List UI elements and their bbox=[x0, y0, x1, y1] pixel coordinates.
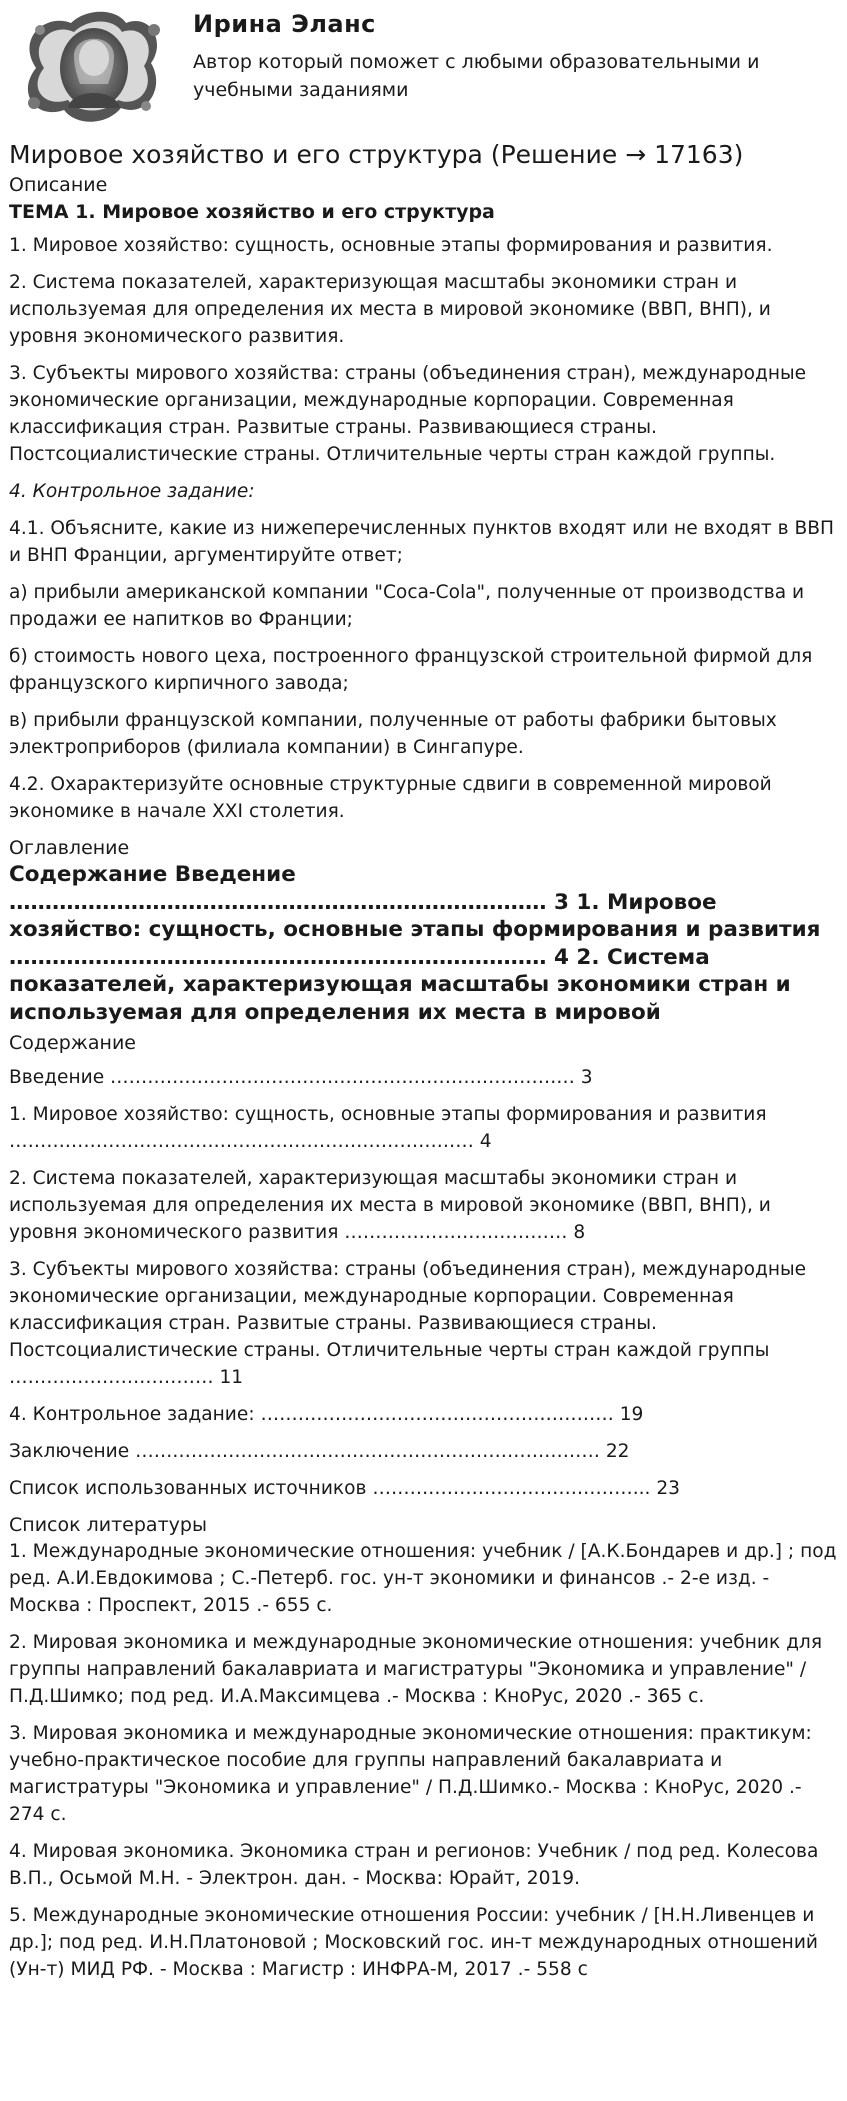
toc-label: Оглавление bbox=[9, 837, 130, 859]
task-heading: 4. Контрольное задание: bbox=[9, 481, 255, 502]
literature-item: 2. Мировая экономика и международные экономические отношения: учебник для группы направлений бакалавриата и магистратуры "Экономика и управление" / П.Д.Шимко; под ред. И.А.Максимцева .- Москва : КноРус, 2020 .- 365 с. bbox=[9, 1632, 823, 1707]
author-description: Автор который поможет с любыми образовательными и учебными заданиями bbox=[193, 51, 760, 101]
page-title: Мировое хозяйство и его структура (Решение → 17163) bbox=[9, 140, 744, 169]
literature-label: Список литературы bbox=[9, 1514, 207, 1536]
description-paragraph: 4.2. Охарактеризуйте основные структурные сдвиги в современной мировой экономике в начале XXI столетия. bbox=[9, 774, 772, 822]
author-card bbox=[9, 0, 838, 138]
description-paragraph: а) прибыли американской компании "Coca-Cola", полученные от производства и продажи ее напитков во Франции; bbox=[9, 582, 805, 630]
description-paragraph: в) прибыли французской компании, полученные от работы фабрики бытовых электроприборов (филиала компании) в Сингапуре. bbox=[9, 710, 777, 758]
contents-label: Содержание bbox=[9, 1032, 136, 1054]
literature-item: 4. Мировая экономика. Экономика стран и регионов: Учебник / под ред. Колесова В.П., Осьмой М.Н. - Электрон. дан. - Москва: Юрайт, 2019. bbox=[9, 1841, 819, 1889]
literature-item: 5. Международные экономические отношения России: учебник / [Н.Н.Ливенцев и др.]; под ред. И.Н.Платоновой ; Московский гос. ин-т международных отношений (Ун-т) МИД РФ. - Москва : Магистр : ИНФРА-М, 2017 .- 558 с bbox=[9, 1905, 818, 1980]
description-paragraph: 4.1. Объясните, какие из нижеперечисленных пунктов входят или не входят в ВВП и ВНП Франции, аргументируйте ответ; bbox=[9, 518, 835, 566]
avatar-frame-icon bbox=[16, 8, 166, 126]
description-paragraph: 2. Система показателей, характеризующая масштабы экономики стран и используемая для определения их места в мировой экономике (ВВП, ВНП), и уровня экономического развития. bbox=[9, 272, 771, 347]
contents-item: Список использованных источников ……………………………………... 23 bbox=[9, 1478, 681, 1499]
contents-item: 2. Система показателей, характеризующая масштабы экономики стран и используемая для определения их места в мировой экономике (ВВП, ВНП), и уровня экономического развития ……………………………… 8 bbox=[9, 1168, 771, 1243]
contents-item: 3. Субъекты мирового хозяйства: страны (объединения стран), международные экономические организации, международные корпорации. Современная классификация стран. Развитые страны. Развивающиеся страны. Постсоциалистические страны. Отличительные черты стран каждой группы …………………………… 11 bbox=[9, 1259, 807, 1388]
contents-item: Заключение ………………………………………………………………… 22 bbox=[9, 1441, 630, 1462]
toc-summary: Содержание Введение ………………………………………………………………… 3 1. Мировое хозяйство: сущность, основные этапы формирования и развития ………………………………………………………………… 4 2. Система показателей, характеризующая масштабы экономики стран и используемая для определения их места в мировой bbox=[9, 862, 821, 1025]
author-avatar[interactable] bbox=[16, 8, 166, 126]
literature-item: 3. Мировая экономика и международные экономические отношения: практикум: учебно-практическое пособие для группы направлений бакалавриата и магистратуры "Экономика и управление" / П.Д.Шимко.- Москва : КноРус, 2020 .- 274 с. bbox=[9, 1723, 812, 1825]
description-paragraph: 3. Субъекты мирового хозяйства: страны (объединения стран), международные экономические организации, международные корпорации. Современная классификация стран. Развитые страны. Развивающиеся страны. Постсоциалистические страны. Отличительные черты стран каждой группы. bbox=[9, 363, 807, 465]
topic-heading: ТЕМА 1. Мировое хозяйство и его структура bbox=[9, 201, 495, 223]
contents-item: 4. Контрольное задание: ………………………………………………… 19 bbox=[9, 1404, 644, 1425]
literature-item: 1. Международные экономические отношения: учебник / [А.К.Бондарев и др.] ; под ред. А.И.Евдокимова ; С.-Петерб. гос. ун-т экономики и финансов .- 2-е изд. - Москва : Проспект, 2015 .- 655 с. bbox=[9, 1541, 837, 1616]
author-name[interactable]: Ирина Эланс bbox=[193, 10, 376, 38]
description-paragraph: б) стоимость нового цеха, построенного французской строительной фирмой для французского кирпичного завода; bbox=[9, 646, 813, 694]
description-paragraph: 1. Мировое хозяйство: сущность, основные этапы формирования и развития. bbox=[9, 235, 773, 256]
description-label: Описание bbox=[9, 174, 108, 196]
contents-item: 1. Мировое хозяйство: сущность, основные этапы формирования и развития ………………………………………………………………… 4 bbox=[9, 1104, 767, 1152]
contents-item: Введение ………………………………………………………………… 3 bbox=[9, 1067, 593, 1088]
